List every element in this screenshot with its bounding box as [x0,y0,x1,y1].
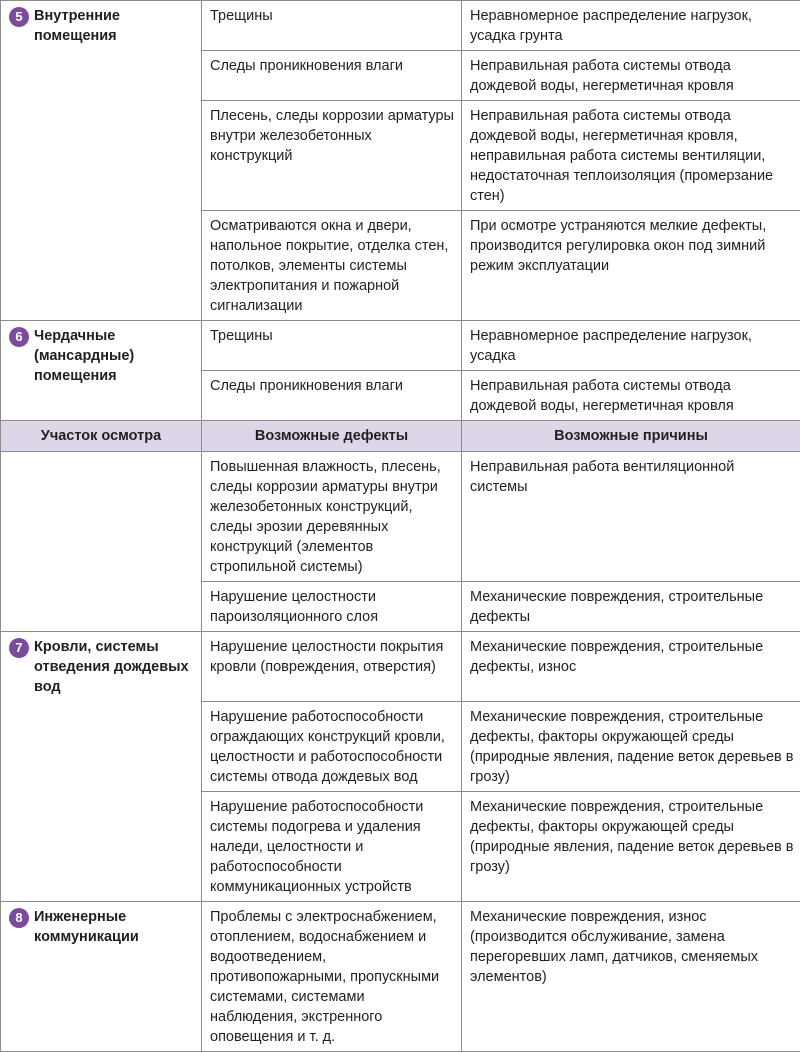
cause-cell: Механические повреждения, строительные дефекты, факторы окружающей среды (природные явления, падение веток деревьев в грозу) [462,701,800,791]
section-7-cell [1,632,202,702]
defect-cell: Следы проникновения влаги [202,371,462,421]
defect-cell: Плесень, следы коррозии арматуры внутри железобетонных конструкций [202,101,462,211]
defect-cell: Нарушение работоспособности ограждающих конструкций кровли, целостности и работоспособности системы отвода дождевых вод [202,701,462,791]
table-row [1,101,800,211]
table-row [1,901,800,1051]
cause-cell: Механические повреждения, износ (производится обслуживание, замена перегоревших ламп, датчиков, сменяемых элементов) [462,901,800,1051]
cause-cell: При осмотре устраняются мелкие дефекты, производится регулировка окон под зимний режим эксплуатации [462,211,800,321]
defect-cell: Осматриваются окна и двери, напольное покрытие, отделка стен, потолков, элементы системы электропитания и пожарной сигнализации [202,211,462,321]
header-possible-defects: Возможные дефекты [202,421,462,452]
section-title: Внутренние помещения [34,6,195,46]
cause-cell: Неравномерное распределение нагрузок, усадка грунта [462,1,800,51]
cause-cell: Механические повреждения, строительные дефекты, факторы окружающей среды (природные явления, падение веток деревьев в грозу) [462,791,800,901]
table-row [1,452,800,582]
table-row [1,632,800,702]
defect-cell: Нарушение целостности пароизоляционного слоя [202,582,462,632]
table-row [1,211,800,321]
cause-cell: Неравномерное распределение нагрузок, усадка [462,321,800,371]
defect-cell: Проблемы с электроснабжением, отоплением, водоснабжением и водоотведением, противопожарными, пропускными системами, системами наблюдения, экстренного оповещения и т. д. [202,901,462,1051]
cause-cell: Механические повреждения, строительные дефекты, износ [462,632,800,702]
cause-cell: Неправильная работа системы отвода дождевой воды, негерметичная кровля [462,51,800,101]
section-number-badge: 8 [9,908,29,928]
section-8-cell [1,901,202,1051]
section-title: Кровли, системы отведения дождевых вод [34,637,195,697]
defect-cell: Следы проникновения влаги [202,51,462,101]
defect-cell: Повышенная влажность, плесень, следы коррозии арматуры внутри железобетонных конструкций, следы эрозии деревянных конструкций (элементов стропильной системы) [202,452,462,582]
section-title: Инженерные коммуникации [34,907,195,947]
table-row [1,582,800,632]
defect-cell: Трещины [202,321,462,371]
cause-cell: Механические повреждения, строительные дефекты [462,582,800,632]
defect-cell: Нарушение целостности покрытия кровли (повреждения, отверстия) [202,632,462,702]
table-row [1,791,800,901]
header-possible-causes: Возможные причины [462,421,800,452]
cause-cell: Неправильная работа системы отвода дождевой воды, негерметичная кровля [462,371,800,421]
section-title: Чердачные (мансардные) помещения [34,326,195,386]
header-inspection-area: Участок осмотра [1,421,202,452]
section-number-badge: 7 [9,638,29,658]
cause-cell: Неправильная работа вентиляционной системы [462,452,800,582]
cause-cell: Неправильная работа системы отвода дождевой воды, негерметичная кровля, неправильная работа системы вентиляции, недостаточная теплоизоляция (промерзание стен) [462,101,800,211]
section-number-badge: 5 [9,7,29,27]
table-row [1,1,800,51]
defect-cell: Нарушение работоспособности системы подогрева и удаления наледи, целостности и работоспособности коммуникационных устройств [202,791,462,901]
table-header-row [1,421,800,452]
table-row [1,51,800,101]
table-row [1,321,800,371]
section-number-badge: 6 [9,327,29,347]
defect-cell: Трещины [202,1,462,51]
table-row [1,701,800,791]
section-6-cell [1,321,202,421]
section-5-cell [1,1,202,51]
